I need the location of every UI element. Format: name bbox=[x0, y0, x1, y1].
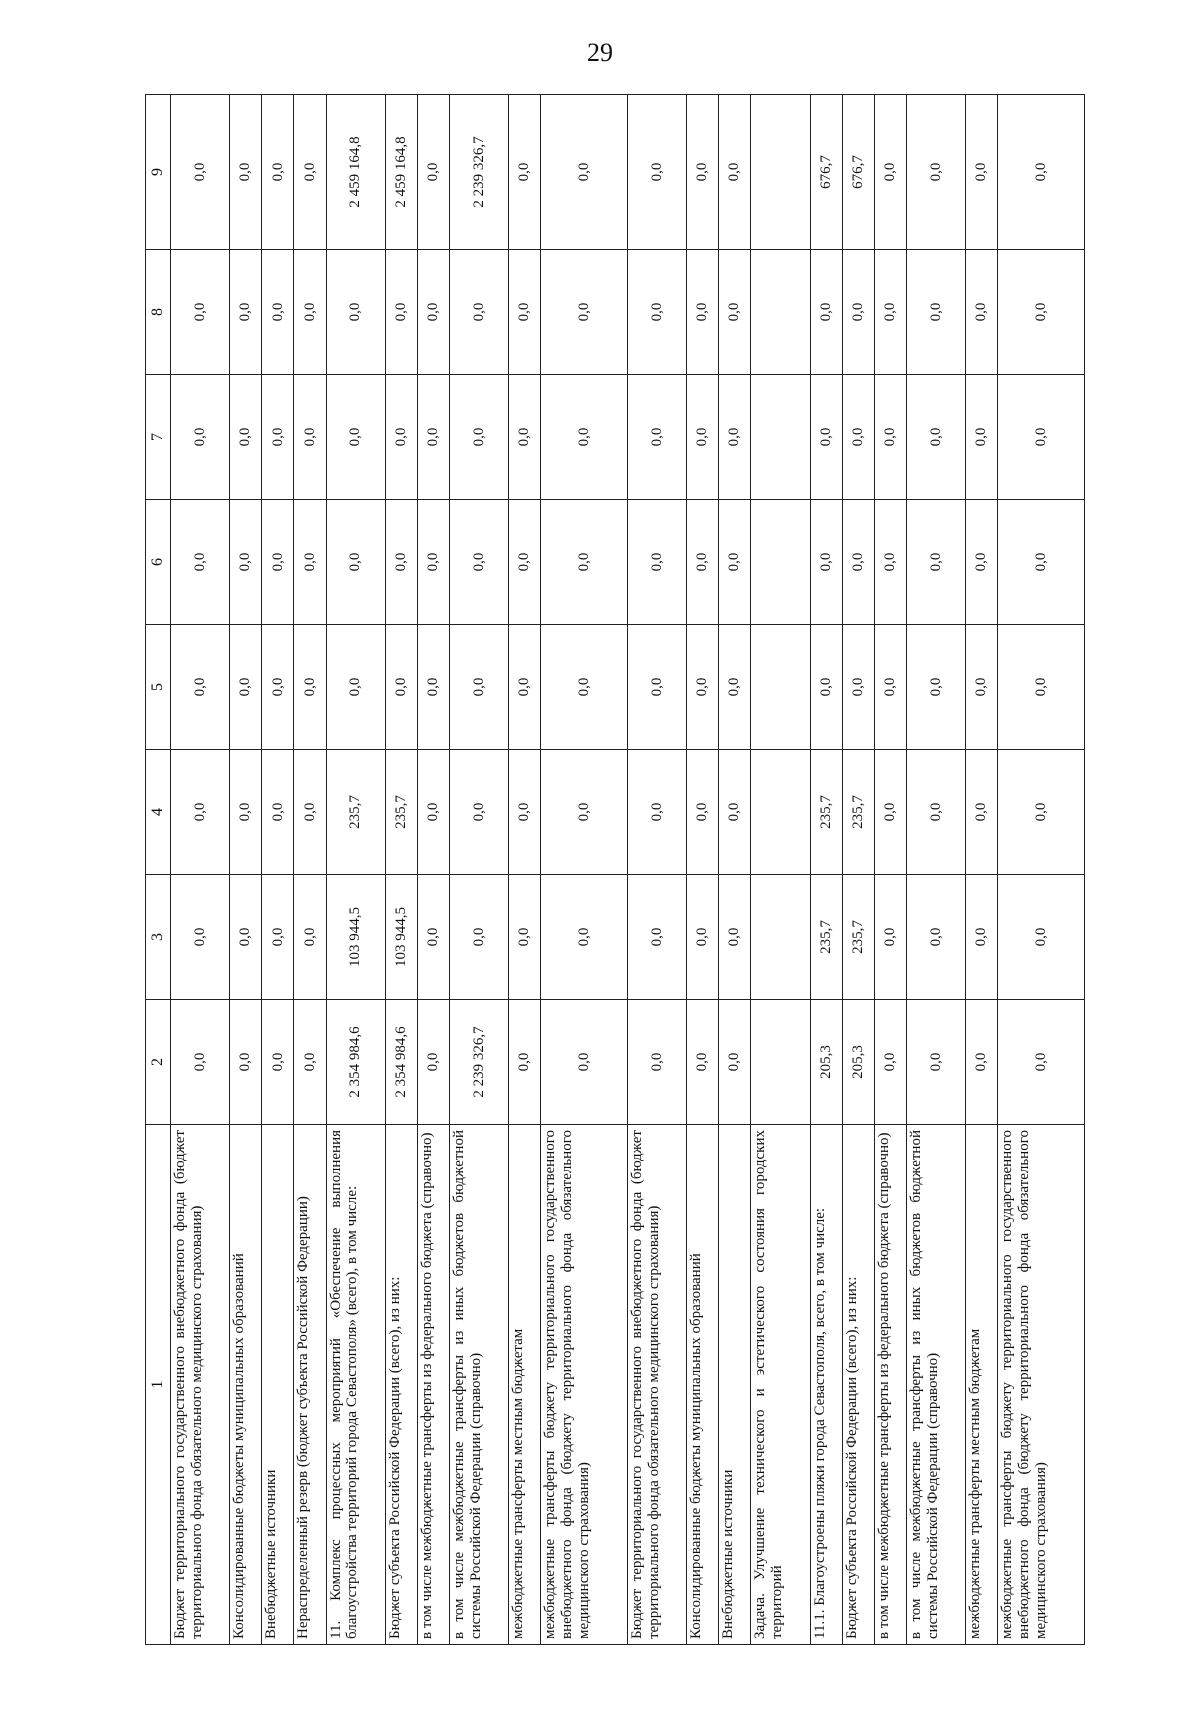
value-cell: 0,0 bbox=[719, 1000, 751, 1125]
value-cell: 103 944,5 bbox=[385, 875, 417, 1000]
column-header-3: 3 bbox=[146, 875, 171, 1000]
value-cell: 0,0 bbox=[171, 1000, 230, 1125]
header-row bbox=[146, 95, 171, 1645]
value-cell: 0,0 bbox=[874, 95, 906, 250]
value-cell: 0,0 bbox=[687, 250, 719, 375]
table-row bbox=[751, 95, 810, 1645]
value-cell: 0,0 bbox=[874, 375, 906, 500]
row-label: межбюджетные трансферты местным бюджетам bbox=[966, 1125, 998, 1645]
row-label: Внебюджетные источники bbox=[719, 1125, 751, 1645]
value-cell: 0,0 bbox=[810, 250, 842, 375]
value-cell: 0,0 bbox=[627, 95, 686, 250]
value-cell: 205,3 bbox=[842, 1000, 874, 1125]
value-cell: 0,0 bbox=[719, 95, 751, 250]
value-cell bbox=[751, 875, 810, 1000]
value-cell: 0,0 bbox=[842, 250, 874, 375]
value-cell: 0,0 bbox=[966, 875, 998, 1000]
table-row bbox=[230, 95, 262, 1645]
value-cell: 676,7 bbox=[842, 95, 874, 250]
value-cell: 0,0 bbox=[874, 1000, 906, 1125]
value-cell: 235,7 bbox=[385, 750, 417, 875]
value-cell: 0,0 bbox=[541, 250, 628, 375]
value-cell: 0,0 bbox=[719, 875, 751, 1000]
table-row bbox=[687, 95, 719, 1645]
value-cell: 2 239 326,7 bbox=[449, 95, 508, 250]
value-cell: 0,0 bbox=[842, 375, 874, 500]
value-cell: 0,0 bbox=[541, 95, 628, 250]
table-row bbox=[627, 95, 686, 1645]
value-cell: 0,0 bbox=[171, 250, 230, 375]
value-cell: 103 944,5 bbox=[326, 875, 385, 1000]
value-cell: 0,0 bbox=[966, 1000, 998, 1125]
value-cell: 2 459 164,8 bbox=[385, 95, 417, 250]
value-cell: 0,0 bbox=[326, 625, 385, 750]
value-cell: 2 354 984,6 bbox=[385, 1000, 417, 1125]
value-cell: 0,0 bbox=[541, 1000, 628, 1125]
value-cell: 0,0 bbox=[719, 750, 751, 875]
column-header-1: 1 bbox=[146, 1125, 171, 1645]
value-cell: 0,0 bbox=[966, 375, 998, 500]
value-cell: 0,0 bbox=[966, 95, 998, 250]
value-cell: 0,0 bbox=[385, 250, 417, 375]
table-row bbox=[842, 95, 874, 1645]
table-row bbox=[810, 95, 842, 1645]
value-cell: 0,0 bbox=[874, 500, 906, 625]
table-row bbox=[417, 95, 449, 1645]
value-cell: 0,0 bbox=[627, 375, 686, 500]
value-cell: 0,0 bbox=[966, 750, 998, 875]
value-cell: 0,0 bbox=[449, 500, 508, 625]
value-cell: 205,3 bbox=[810, 1000, 842, 1125]
value-cell: 0,0 bbox=[627, 750, 686, 875]
row-label: 11.1. Благоустроены пляжи города Севастополя, всего, в том числе: bbox=[810, 1125, 842, 1645]
column-header-6: 6 bbox=[146, 500, 171, 625]
value-cell bbox=[751, 1000, 810, 1125]
value-cell: 0,0 bbox=[998, 250, 1085, 375]
value-cell: 0,0 bbox=[966, 250, 998, 375]
row-label: Внебюджетные источники bbox=[262, 1125, 294, 1645]
value-cell: 0,0 bbox=[326, 500, 385, 625]
value-cell: 0,0 bbox=[998, 875, 1085, 1000]
value-cell: 0,0 bbox=[262, 875, 294, 1000]
value-cell: 0,0 bbox=[171, 625, 230, 750]
value-cell: 0,0 bbox=[509, 875, 541, 1000]
value-cell: 0,0 bbox=[294, 500, 326, 625]
value-cell: 676,7 bbox=[810, 95, 842, 250]
value-cell bbox=[751, 750, 810, 875]
value-cell: 0,0 bbox=[810, 500, 842, 625]
row-label: Консолидированные бюджеты муниципальных образований bbox=[230, 1125, 262, 1645]
value-cell: 0,0 bbox=[842, 625, 874, 750]
value-cell: 0,0 bbox=[326, 250, 385, 375]
value-cell: 0,0 bbox=[417, 95, 449, 250]
value-cell: 0,0 bbox=[230, 95, 262, 250]
row-label: 11. Комплекс процессных мероприятий «Обеспечение выполнения благоустройства территорий города Севастополя» (всего), в том числе: bbox=[326, 1125, 385, 1645]
value-cell: 0,0 bbox=[294, 95, 326, 250]
value-cell: 0,0 bbox=[294, 250, 326, 375]
value-cell: 0,0 bbox=[509, 375, 541, 500]
row-label: межбюджетные трансферты бюджету территориального государственного внебюджетного фонда (бюджету территориального фонда обязательного медицинского страхования) bbox=[541, 1125, 628, 1645]
table-row bbox=[449, 95, 508, 1645]
value-cell: 0,0 bbox=[294, 1000, 326, 1125]
value-cell: 0,0 bbox=[509, 750, 541, 875]
value-cell: 0,0 bbox=[627, 875, 686, 1000]
row-label: межбюджетные трансферты бюджету территориального государственного внебюджетного фонда (бюджету территориального фонда обязательного медицинского страхования) bbox=[998, 1125, 1085, 1645]
value-cell: 0,0 bbox=[230, 750, 262, 875]
value-cell: 0,0 bbox=[541, 875, 628, 1000]
value-cell: 0,0 bbox=[541, 375, 628, 500]
value-cell bbox=[751, 95, 810, 250]
value-cell: 0,0 bbox=[417, 625, 449, 750]
value-cell: 0,0 bbox=[171, 875, 230, 1000]
value-cell: 0,0 bbox=[294, 375, 326, 500]
table-row bbox=[719, 95, 751, 1645]
table-row bbox=[998, 95, 1085, 1645]
value-cell: 0,0 bbox=[998, 625, 1085, 750]
value-cell: 0,0 bbox=[417, 1000, 449, 1125]
value-cell: 0,0 bbox=[998, 375, 1085, 500]
column-header-2: 2 bbox=[146, 1000, 171, 1125]
value-cell: 0,0 bbox=[509, 95, 541, 250]
value-cell: 0,0 bbox=[627, 1000, 686, 1125]
value-cell: 0,0 bbox=[262, 1000, 294, 1125]
value-cell: 0,0 bbox=[906, 875, 965, 1000]
value-cell: 0,0 bbox=[417, 750, 449, 875]
value-cell: 0,0 bbox=[171, 95, 230, 250]
value-cell: 2 354 984,6 bbox=[326, 1000, 385, 1125]
value-cell bbox=[751, 375, 810, 500]
column-header-8: 8 bbox=[146, 250, 171, 375]
value-cell: 0,0 bbox=[906, 500, 965, 625]
value-cell: 0,0 bbox=[294, 750, 326, 875]
value-cell: 0,0 bbox=[874, 250, 906, 375]
value-cell: 0,0 bbox=[998, 95, 1085, 250]
value-cell: 0,0 bbox=[230, 625, 262, 750]
value-cell: 0,0 bbox=[509, 1000, 541, 1125]
value-cell: 0,0 bbox=[417, 875, 449, 1000]
value-cell: 0,0 bbox=[687, 95, 719, 250]
table-row bbox=[326, 95, 385, 1645]
value-cell: 0,0 bbox=[966, 625, 998, 750]
value-cell: 0,0 bbox=[998, 500, 1085, 625]
row-label: в том числе межбюджетные трансферты из иных бюджетов бюджетной системы Российской Федерации (справочно) bbox=[449, 1125, 508, 1645]
value-cell: 0,0 bbox=[417, 250, 449, 375]
value-cell bbox=[751, 250, 810, 375]
value-cell: 0,0 bbox=[230, 875, 262, 1000]
value-cell: 0,0 bbox=[449, 250, 508, 375]
value-cell: 0,0 bbox=[687, 375, 719, 500]
column-header-5: 5 bbox=[146, 625, 171, 750]
value-cell: 0,0 bbox=[230, 1000, 262, 1125]
value-cell: 0,0 bbox=[966, 500, 998, 625]
value-cell: 0,0 bbox=[385, 375, 417, 500]
value-cell: 0,0 bbox=[874, 625, 906, 750]
value-cell: 0,0 bbox=[449, 625, 508, 750]
row-label: Бюджет субъекта Российской Федерации (всего), из них: bbox=[842, 1125, 874, 1645]
value-cell: 0,0 bbox=[906, 95, 965, 250]
row-label: Бюджет территориального государственного внебюджетного фонда (бюджет территориального фонда обязательного медицинского страхования) bbox=[627, 1125, 686, 1645]
column-header-9: 9 bbox=[146, 95, 171, 250]
value-cell: 0,0 bbox=[541, 750, 628, 875]
value-cell: 0,0 bbox=[509, 625, 541, 750]
value-cell: 2 459 164,8 bbox=[326, 95, 385, 250]
value-cell: 235,7 bbox=[842, 875, 874, 1000]
value-cell: 0,0 bbox=[719, 250, 751, 375]
table-row bbox=[874, 95, 906, 1645]
table-row bbox=[385, 95, 417, 1645]
row-label: в том числе межбюджетные трансферты из федерального бюджета (справочно) bbox=[874, 1125, 906, 1645]
value-cell: 0,0 bbox=[874, 875, 906, 1000]
value-cell: 0,0 bbox=[906, 625, 965, 750]
value-cell: 0,0 bbox=[262, 750, 294, 875]
value-cell: 0,0 bbox=[262, 375, 294, 500]
table-row bbox=[966, 95, 998, 1645]
value-cell: 0,0 bbox=[385, 625, 417, 750]
column-header-4: 4 bbox=[146, 750, 171, 875]
value-cell: 0,0 bbox=[171, 750, 230, 875]
row-label: Бюджет субъекта Российской Федерации (всего), из них: bbox=[385, 1125, 417, 1645]
budget-table bbox=[145, 94, 1085, 1645]
value-cell: 0,0 bbox=[449, 375, 508, 500]
value-cell: 0,0 bbox=[874, 750, 906, 875]
row-label: в том числе межбюджетные трансферты из иных бюджетов бюджетной системы Российской Федерации (справочно) bbox=[906, 1125, 965, 1645]
value-cell: 0,0 bbox=[906, 1000, 965, 1125]
value-cell: 0,0 bbox=[687, 750, 719, 875]
value-cell: 0,0 bbox=[627, 250, 686, 375]
value-cell: 0,0 bbox=[509, 500, 541, 625]
value-cell: 0,0 bbox=[417, 500, 449, 625]
value-cell: 0,0 bbox=[230, 500, 262, 625]
value-cell: 0,0 bbox=[541, 625, 628, 750]
value-cell: 0,0 bbox=[262, 250, 294, 375]
value-cell: 0,0 bbox=[171, 375, 230, 500]
rotated-table-inner bbox=[145, 95, 1085, 1645]
value-cell: 0,0 bbox=[627, 625, 686, 750]
row-label: межбюджетные трансферты местным бюджетам bbox=[509, 1125, 541, 1645]
value-cell: 0,0 bbox=[294, 625, 326, 750]
value-cell: 0,0 bbox=[509, 250, 541, 375]
row-label: в том числе межбюджетные трансферты из федерального бюджета (справочно) bbox=[417, 1125, 449, 1645]
page-number: 29 bbox=[587, 38, 613, 67]
value-cell: 0,0 bbox=[417, 375, 449, 500]
value-cell: 0,0 bbox=[262, 95, 294, 250]
value-cell: 0,0 bbox=[719, 625, 751, 750]
value-cell: 0,0 bbox=[449, 875, 508, 1000]
row-label: Задача. Улучшение технического и эстетического состояния городских территорий bbox=[751, 1125, 810, 1645]
value-cell: 0,0 bbox=[810, 625, 842, 750]
value-cell: 0,0 bbox=[719, 500, 751, 625]
value-cell: 0,0 bbox=[719, 375, 751, 500]
value-cell: 0,0 bbox=[687, 500, 719, 625]
column-header-7: 7 bbox=[146, 375, 171, 500]
value-cell: 0,0 bbox=[449, 750, 508, 875]
value-cell: 0,0 bbox=[998, 750, 1085, 875]
table-body bbox=[171, 95, 1085, 1645]
table-row bbox=[262, 95, 294, 1645]
row-label: Консолидированные бюджеты муниципальных образований bbox=[687, 1125, 719, 1645]
table-row bbox=[294, 95, 326, 1645]
value-cell: 0,0 bbox=[906, 375, 965, 500]
value-cell bbox=[751, 500, 810, 625]
value-cell: 0,0 bbox=[687, 625, 719, 750]
value-cell: 0,0 bbox=[541, 500, 628, 625]
row-label: Бюджет территориального государственного внебюджетного фонда (бюджет территориального фонда обязательного медицинского страхования) bbox=[171, 1125, 230, 1645]
value-cell: 0,0 bbox=[906, 250, 965, 375]
table-row bbox=[171, 95, 230, 1645]
table-row bbox=[541, 95, 628, 1645]
value-cell: 0,0 bbox=[627, 500, 686, 625]
value-cell: 0,0 bbox=[230, 250, 262, 375]
value-cell: 0,0 bbox=[810, 375, 842, 500]
value-cell: 235,7 bbox=[810, 750, 842, 875]
value-cell: 0,0 bbox=[262, 625, 294, 750]
value-cell: 0,0 bbox=[687, 1000, 719, 1125]
value-cell: 0,0 bbox=[230, 375, 262, 500]
value-cell: 0,0 bbox=[385, 500, 417, 625]
value-cell: 0,0 bbox=[998, 1000, 1085, 1125]
value-cell: 0,0 bbox=[326, 375, 385, 500]
value-cell: 235,7 bbox=[842, 750, 874, 875]
value-cell: 235,7 bbox=[810, 875, 842, 1000]
value-cell bbox=[751, 625, 810, 750]
table-row bbox=[509, 95, 541, 1645]
value-cell: 235,7 bbox=[326, 750, 385, 875]
value-cell: 0,0 bbox=[687, 875, 719, 1000]
value-cell: 0,0 bbox=[842, 500, 874, 625]
value-cell: 2 239 326,7 bbox=[449, 1000, 508, 1125]
value-cell: 0,0 bbox=[171, 500, 230, 625]
value-cell: 0,0 bbox=[906, 750, 965, 875]
value-cell: 0,0 bbox=[294, 875, 326, 1000]
value-cell: 0,0 bbox=[262, 500, 294, 625]
table-row bbox=[906, 95, 965, 1645]
row-label: Нераспределенный резерв (бюджет субъекта Российской Федерации) bbox=[294, 1125, 326, 1645]
rotated-table-container bbox=[145, 95, 1085, 1645]
